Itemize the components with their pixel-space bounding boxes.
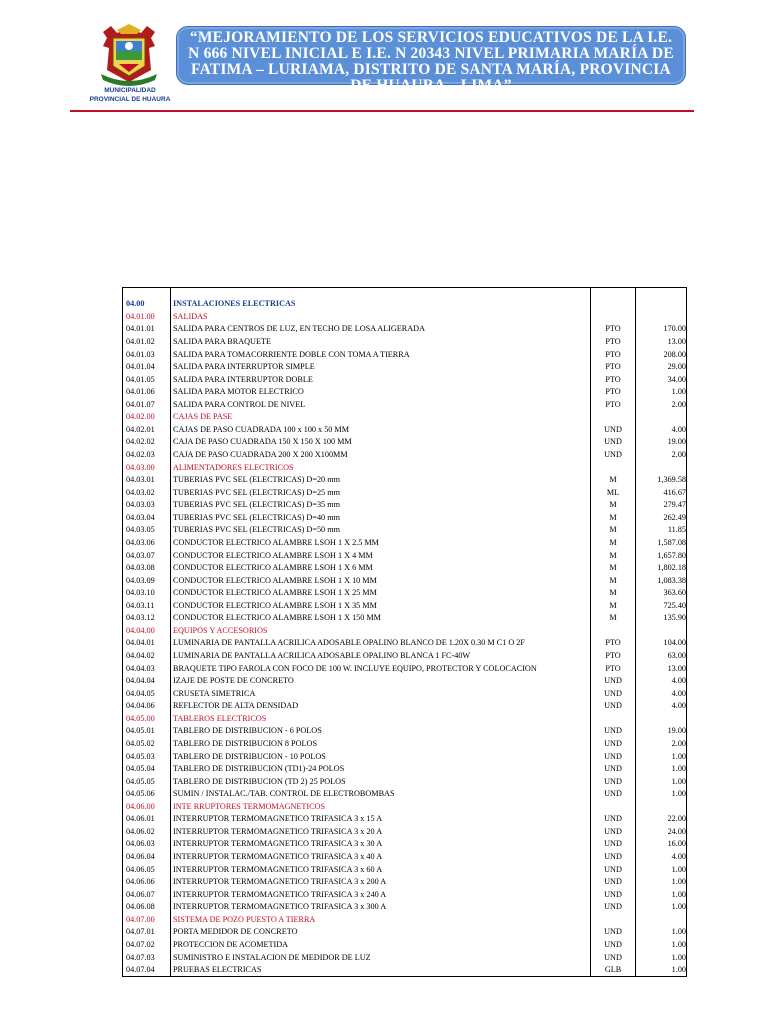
item-code: 04.07.00 — [126, 914, 155, 924]
title-banner — [176, 26, 686, 94]
item-quantity — [636, 298, 687, 311]
item-quantity: 63.00 — [636, 650, 687, 663]
item-quantity: 1,802.18 — [636, 562, 687, 575]
item-quantity: 279.47 — [636, 499, 687, 512]
item-unit: UND — [591, 901, 636, 914]
item-description: SALIDA PARA TOMACORRIENTE DOBLE CON TOMA A TIERRA — [171, 348, 591, 361]
table-row — [123, 424, 687, 437]
table-row — [123, 813, 687, 826]
table-row — [123, 486, 687, 499]
table-row — [123, 951, 687, 964]
item-unit: UND — [591, 700, 636, 713]
item-quantity: 2.00 — [636, 449, 687, 462]
item-code: 04.03.10 — [126, 588, 155, 598]
item-description: TABLERO DE DISTRIBUCION - 6 POLOS — [171, 725, 591, 738]
table-row — [123, 373, 687, 386]
item-description: INSTALACIONES ELECTRICAS — [171, 298, 591, 311]
item-code: 04.04.05 — [126, 688, 155, 698]
item-code: 04.03.12 — [126, 613, 155, 623]
table-row — [123, 738, 687, 751]
item-quantity — [636, 625, 687, 638]
table-row — [123, 549, 687, 562]
item-code: 04.04.01 — [126, 638, 155, 648]
item-code: 04.07.01 — [126, 927, 155, 937]
item-quantity: 1.00 — [636, 750, 687, 763]
table-row — [123, 474, 687, 487]
item-unit: UND — [591, 788, 636, 801]
item-unit: UND — [591, 926, 636, 939]
table-row — [123, 725, 687, 738]
item-description: IZAJE DE POSTE DE CONCRETO — [171, 675, 591, 688]
item-unit: M — [591, 600, 636, 613]
section-row — [123, 461, 687, 474]
item-description: LUMINARIA DE PANTALLA ACRILICA ADOSABLE OPALINO BLANCA 1 FC-40W — [171, 650, 591, 663]
item-description: TABLERO DE DISTRIBUCION 8 POLOS — [171, 738, 591, 751]
item-description: INTERRUPTOR TERMOMAGNETICO TRIFASICA 3 x 240 A — [171, 888, 591, 901]
item-quantity: 1.00 — [636, 888, 687, 901]
item-quantity — [636, 461, 687, 474]
item-unit — [591, 713, 636, 726]
item-quantity: 1,587.08 — [636, 537, 687, 550]
item-unit — [591, 311, 636, 324]
item-quantity: 4.00 — [636, 424, 687, 437]
item-code: 04.06.03 — [126, 839, 155, 849]
item-description: SALIDA PARA CENTROS DE LUZ, EN TECHO DE LOSA ALIGERADA — [171, 323, 591, 336]
table-row — [123, 775, 687, 788]
item-description: CAJA DE PASO CUADRADA 150 X 150 X 100 MM — [171, 436, 591, 449]
item-unit: PTO — [591, 323, 636, 336]
table-row-blank — [123, 288, 687, 299]
item-quantity: 4.00 — [636, 700, 687, 713]
item-quantity: 262.49 — [636, 512, 687, 525]
municipality-logo — [97, 24, 161, 86]
item-code: 04.01.03 — [126, 349, 155, 359]
item-description: TABLERO DE DISTRIBUCION - 10 POLOS — [171, 750, 591, 763]
item-description: SALIDA PARA BRAQUETE — [171, 336, 591, 349]
item-quantity: 1.00 — [636, 876, 687, 889]
item-quantity: 1,657.80 — [636, 549, 687, 562]
item-quantity — [636, 713, 687, 726]
table-row — [123, 687, 687, 700]
item-description: SALIDA PARA CONTROL DE NIVEL — [171, 399, 591, 412]
item-unit: PTO — [591, 336, 636, 349]
item-quantity: 1.00 — [636, 964, 687, 977]
item-unit: M — [591, 549, 636, 562]
item-unit: ML — [591, 486, 636, 499]
item-description: INTERRUPTOR TERMOMAGNETICO TRIFASICA 3 x 200 A — [171, 876, 591, 889]
item-quantity: 1,083.38 — [636, 574, 687, 587]
item-description: PROTECCION DE ACOMETIDA — [171, 939, 591, 952]
item-code: 04.03.09 — [126, 575, 155, 585]
item-description: TUBERIAS PVC SEL (ELECTRICAS) D=35 mm — [171, 499, 591, 512]
item-description: CONDUCTOR ELECTRICO ALAMBRE LSOH 1 X 25 MM — [171, 587, 591, 600]
item-quantity: 363.60 — [636, 587, 687, 600]
item-unit — [591, 461, 636, 474]
section-row — [123, 801, 687, 814]
municipality-name-line1: MUNICIPALIDAD — [104, 87, 156, 94]
item-code: 04.05.00 — [126, 713, 155, 723]
table-row — [123, 537, 687, 550]
item-code: 04.04.06 — [126, 701, 155, 711]
item-description: CRUSETA SIMETRICA — [171, 687, 591, 700]
item-unit: M — [591, 587, 636, 600]
item-code: 04.04.00 — [126, 625, 155, 635]
item-unit — [591, 298, 636, 311]
item-quantity: 1.00 — [636, 763, 687, 776]
section-row — [123, 311, 687, 324]
table-row — [123, 600, 687, 613]
item-quantity: 135.90 — [636, 612, 687, 625]
item-unit: PTO — [591, 399, 636, 412]
item-quantity: 24.00 — [636, 826, 687, 839]
item-code: 04.06.07 — [126, 889, 155, 899]
item-unit — [591, 288, 636, 299]
item-unit: UND — [591, 838, 636, 851]
item-code: 04.03.02 — [126, 487, 155, 497]
item-unit: M — [591, 537, 636, 550]
item-quantity — [636, 411, 687, 424]
table-row — [123, 964, 687, 977]
item-code: 04.00 — [126, 299, 145, 309]
item-unit: PTO — [591, 348, 636, 361]
item-code: 04.03.05 — [126, 525, 155, 535]
item-code: 04.01.01 — [126, 324, 155, 334]
item-unit: UND — [591, 687, 636, 700]
item-description: SALIDA PARA MOTOR ELECTRICO — [171, 386, 591, 399]
item-description: INTERRUPTOR TERMOMAGNETICO TRIFASICA 3 x 30 A — [171, 838, 591, 851]
table-row — [123, 939, 687, 952]
item-unit: M — [591, 612, 636, 625]
item-unit: UND — [591, 436, 636, 449]
table-row — [123, 386, 687, 399]
item-unit: UND — [591, 826, 636, 839]
item-description: TABLERO DE DISTRIBUCION (TD1)-24 POLOS — [171, 763, 591, 776]
item-unit: UND — [591, 449, 636, 462]
item-code: 04.05.02 — [126, 738, 155, 748]
item-unit: M — [591, 499, 636, 512]
item-unit: UND — [591, 725, 636, 738]
item-quantity: 1.00 — [636, 939, 687, 952]
item-unit: UND — [591, 675, 636, 688]
item-unit: PTO — [591, 637, 636, 650]
item-code: 04.03.08 — [126, 563, 155, 573]
item-quantity: 104.00 — [636, 637, 687, 650]
item-quantity: 1,369.58 — [636, 474, 687, 487]
item-unit: UND — [591, 888, 636, 901]
item-quantity — [636, 914, 687, 927]
item-code: 04.01.02 — [126, 336, 155, 346]
table-row — [123, 612, 687, 625]
item-description: SALIDAS — [171, 311, 591, 324]
table-row — [123, 436, 687, 449]
item-quantity: 725.40 — [636, 600, 687, 613]
item-unit: UND — [591, 863, 636, 876]
table-row — [123, 888, 687, 901]
item-description: INTERRUPTOR TERMOMAGNETICO TRIFASICA 3 x 40 A — [171, 851, 591, 864]
item-unit: UND — [591, 763, 636, 776]
item-description: SISTEMA DE POZO PUESTO A TIERRA — [171, 914, 591, 927]
item-description: CAJA DE PASO CUADRADA 200 X 200 X100MM — [171, 449, 591, 462]
item-unit: M — [591, 574, 636, 587]
item-description: INTERRUPTOR TERMOMAGNETICO TRIFASICA 3 x 300 A — [171, 901, 591, 914]
item-code: 04.02.01 — [126, 424, 155, 434]
item-description: REFLECTOR DE ALTA DENSIDAD — [171, 700, 591, 713]
item-description: CONDUCTOR ELECTRICO ALAMBRE LSOH 1 X 10 MM — [171, 574, 591, 587]
item-code: 04.06.08 — [126, 902, 155, 912]
item-code: 04.04.04 — [126, 676, 155, 686]
item-unit: PTO — [591, 662, 636, 675]
item-description: TABLEROS ELECTRICOS — [171, 713, 591, 726]
table-row — [123, 399, 687, 412]
item-code: 04.05.05 — [126, 776, 155, 786]
item-quantity: 1.00 — [636, 901, 687, 914]
table-row — [123, 700, 687, 713]
item-description: TUBERIAS PVC SEL (ELECTRICAS) D=25 mm — [171, 486, 591, 499]
item-code: 04.05.06 — [126, 789, 155, 799]
item-unit — [591, 411, 636, 424]
table-row — [123, 662, 687, 675]
item-code: 04.01.04 — [126, 362, 155, 372]
item-code: 04.06.01 — [126, 814, 155, 824]
item-quantity: 416.67 — [636, 486, 687, 499]
item-code: 04.01.07 — [126, 399, 155, 409]
item-quantity: 2.00 — [636, 738, 687, 751]
item-unit: PTO — [591, 373, 636, 386]
table-row — [123, 750, 687, 763]
item-description: INTE RRUPTORES TERMOMAGNETICOS — [171, 801, 591, 814]
header-divider — [70, 110, 694, 112]
table-row — [123, 788, 687, 801]
item-description: CAJAS DE PASE — [171, 411, 591, 424]
item-description: PORTA MEDIDOR DE CONCRETO — [171, 926, 591, 939]
item-quantity: 1.00 — [636, 788, 687, 801]
item-unit — [591, 801, 636, 814]
table-row — [123, 524, 687, 537]
item-code: 04.03.04 — [126, 512, 155, 522]
item-code: 04.07.03 — [126, 952, 155, 962]
item-description: CONDUCTOR ELECTRICO ALAMBRE LSOH 1 X 6 MM — [171, 562, 591, 575]
municipality-name — [70, 86, 190, 104]
item-description: TUBERIAS PVC SEL (ELECTRICAS) D=20 mm — [171, 474, 591, 487]
item-quantity: 22.00 — [636, 813, 687, 826]
item-code: 04.07.02 — [126, 939, 155, 949]
item-quantity — [636, 311, 687, 324]
table-row — [123, 763, 687, 776]
section-row — [123, 713, 687, 726]
item-quantity — [636, 801, 687, 814]
item-code: 04.03.00 — [126, 462, 155, 472]
item-unit: UND — [591, 775, 636, 788]
item-unit: PTO — [591, 650, 636, 663]
item-unit: UND — [591, 851, 636, 864]
item-description: SUMIN / INSTALAC./TAB. CONTROL DE ELECTROBOMBAS — [171, 788, 591, 801]
table-row — [123, 449, 687, 462]
item-code: 04.04.03 — [126, 663, 155, 673]
table-row — [123, 637, 687, 650]
item-unit — [591, 914, 636, 927]
item-code: 04.02.00 — [126, 412, 155, 422]
item-code: 04.07.04 — [126, 965, 155, 975]
item-code — [123, 288, 171, 299]
item-code: 04.04.02 — [126, 651, 155, 661]
item-quantity: 1.00 — [636, 386, 687, 399]
item-description: SUMINISTRO E INSTALACION DE MEDIDOR DE LUZ — [171, 951, 591, 964]
item-unit: PTO — [591, 386, 636, 399]
budget-table-body — [123, 288, 687, 977]
item-code: 04.02.02 — [126, 437, 155, 447]
item-unit: M — [591, 562, 636, 575]
municipality-name-line2: PROVINCIAL DE HUAURA — [89, 96, 171, 103]
table-row — [123, 826, 687, 839]
item-code: 04.01.00 — [126, 311, 155, 321]
item-description: TUBERIAS PVC SEL (ELECTRICAS) D=40 mm — [171, 512, 591, 525]
item-quantity: 4.00 — [636, 675, 687, 688]
item-unit: PTO — [591, 361, 636, 374]
item-quantity: 4.00 — [636, 851, 687, 864]
item-description: PRUEBAS ELECTRICAS — [171, 964, 591, 977]
item-quantity — [636, 288, 687, 299]
section-row — [123, 625, 687, 638]
item-unit: UND — [591, 876, 636, 889]
item-quantity: 29.00 — [636, 361, 687, 374]
item-description: ALIMENTADORES ELECTRICOS — [171, 461, 591, 474]
table-row — [123, 348, 687, 361]
item-code: 04.05.03 — [126, 751, 155, 761]
table-row — [123, 876, 687, 889]
item-code: 04.06.00 — [126, 801, 155, 811]
section-row — [123, 411, 687, 424]
item-quantity: 1.00 — [636, 951, 687, 964]
item-quantity: 19.00 — [636, 436, 687, 449]
item-code: 04.01.06 — [126, 387, 155, 397]
table-row — [123, 512, 687, 525]
table-row — [123, 499, 687, 512]
section-row — [123, 298, 687, 311]
item-code: 04.03.03 — [126, 500, 155, 510]
item-unit: UND — [591, 939, 636, 952]
table-row — [123, 838, 687, 851]
item-quantity: 13.00 — [636, 662, 687, 675]
item-description: SALIDA PARA INTERRUPTOR DOBLE — [171, 373, 591, 386]
project-title: “MEJORAMIENTO DE LOS SERVICIOS EDUCATIVOS DE LA I.E. N 666 NIVEL INICIAL E I.E. N 20343 NIVEL PRIMARIA MARÍA DE FATIMA – LURIAMA, DISTRITO DE SANTA MARÍA, PROVINCIA DE HUAURA – LIMA” — [188, 29, 674, 94]
item-description: BRAQUETE TIPO FAROLA CON FOCO DE 100 W. INCLUYE EQUIPO, PROTECTOR Y COLOCACION — [171, 662, 591, 675]
item-code: 04.06.05 — [126, 864, 155, 874]
item-code: 04.06.02 — [126, 826, 155, 836]
item-description: CONDUCTOR ELECTRICO ALAMBRE LSOH 1 X 2.5 MM — [171, 537, 591, 550]
item-code: 04.02.03 — [126, 450, 155, 460]
item-description: CAJAS DE PASO CUADRADA 100 x 100 x 50 MM — [171, 424, 591, 437]
table-row — [123, 926, 687, 939]
item-code: 04.03.06 — [126, 537, 155, 547]
item-description: CONDUCTOR ELECTRICO ALAMBRE LSOH 1 X 4 MM — [171, 549, 591, 562]
item-quantity: 34.00 — [636, 373, 687, 386]
item-quantity: 2.00 — [636, 399, 687, 412]
item-quantity: 11.85 — [636, 524, 687, 537]
table-row — [123, 323, 687, 336]
table-row — [123, 863, 687, 876]
item-unit: M — [591, 512, 636, 525]
item-code: 04.05.04 — [126, 764, 155, 774]
item-unit: M — [591, 474, 636, 487]
item-description: TABLERO DE DISTRIBUCION (TD 2) 25 POLOS — [171, 775, 591, 788]
item-description: CONDUCTOR ELECTRICO ALAMBRE LSOH 1 X 150 MM — [171, 612, 591, 625]
item-unit: UND — [591, 738, 636, 751]
item-code: 04.05.01 — [126, 726, 155, 736]
item-unit: GLB — [591, 964, 636, 977]
item-code: 04.03.11 — [126, 600, 155, 610]
item-description: LUMINARIA DE PANTALLA ACRILICA ADOSABLE OPALINO BLANCO DE 1.20X 0.30 M C1 O 2F — [171, 637, 591, 650]
table-row — [123, 574, 687, 587]
item-code: 04.06.04 — [126, 852, 155, 862]
item-description: INTERRUPTOR TERMOMAGNETICO TRIFASICA 3 x 15 A — [171, 813, 591, 826]
table-row — [123, 562, 687, 575]
item-code: 04.03.01 — [126, 475, 155, 485]
table-row — [123, 361, 687, 374]
item-quantity: 19.00 — [636, 725, 687, 738]
item-quantity: 1.00 — [636, 863, 687, 876]
item-quantity: 1.00 — [636, 775, 687, 788]
item-quantity: 1.00 — [636, 926, 687, 939]
item-unit: UND — [591, 424, 636, 437]
item-description: CONDUCTOR ELECTRICO ALAMBRE LSOH 1 X 35 MM — [171, 600, 591, 613]
budget-table — [122, 287, 687, 977]
item-description: INTERRUPTOR TERMOMAGNETICO TRIFASICA 3 x 20 A — [171, 826, 591, 839]
item-unit — [591, 625, 636, 638]
item-quantity: 208.00 — [636, 348, 687, 361]
table-row — [123, 675, 687, 688]
item-code: 04.03.07 — [126, 550, 155, 560]
section-row — [123, 914, 687, 927]
item-description: SALIDA PARA INTERRUPTOR SIMPLE — [171, 361, 591, 374]
item-code: 04.06.06 — [126, 877, 155, 887]
item-description: INTERRUPTOR TERMOMAGNETICO TRIFASICA 3 x 60 A — [171, 863, 591, 876]
item-code: 04.01.05 — [126, 374, 155, 384]
table-row — [123, 650, 687, 663]
table-row — [123, 851, 687, 864]
table-row — [123, 587, 687, 600]
item-unit: UND — [591, 951, 636, 964]
table-row — [123, 901, 687, 914]
item-quantity: 13.00 — [636, 336, 687, 349]
item-description — [171, 288, 591, 299]
item-quantity: 16.00 — [636, 838, 687, 851]
item-unit: UND — [591, 750, 636, 763]
item-unit: M — [591, 524, 636, 537]
item-description: TUBERIAS PVC SEL (ELECTRICAS) D=50 mm — [171, 524, 591, 537]
item-quantity: 170.00 — [636, 323, 687, 336]
item-description: EQUIPOS Y ACCESORIOS — [171, 625, 591, 638]
item-quantity: 4.00 — [636, 687, 687, 700]
table-row — [123, 336, 687, 349]
item-unit: UND — [591, 813, 636, 826]
